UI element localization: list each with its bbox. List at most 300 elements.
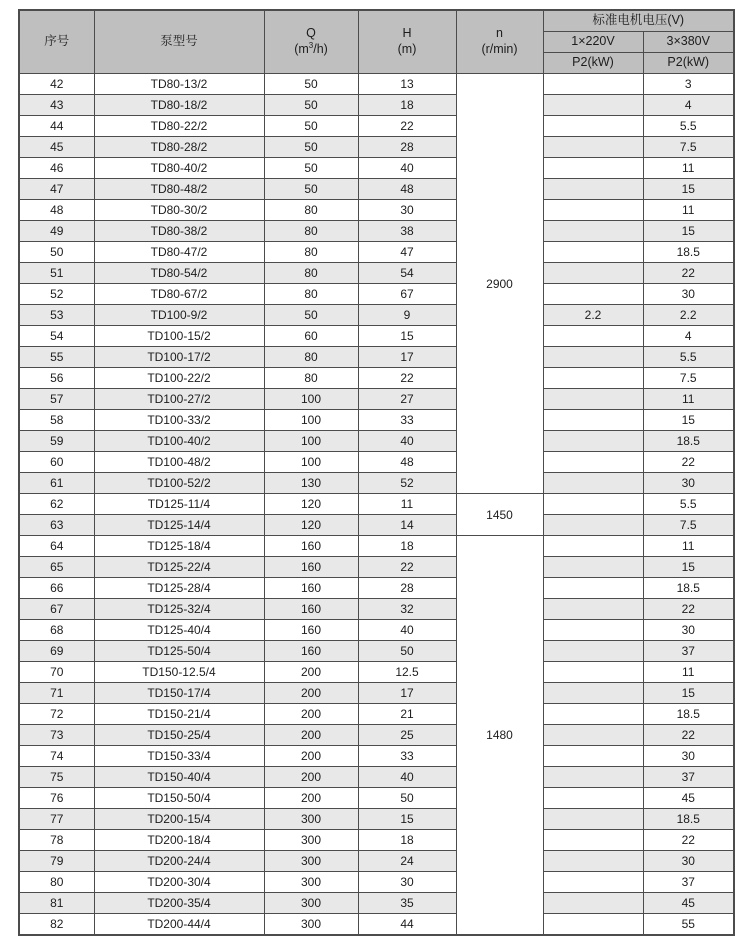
- cell-p2-380: 45: [643, 788, 734, 809]
- cell-serial: 58: [19, 410, 94, 431]
- cell-serial: 42: [19, 74, 94, 95]
- cell-model: TD150-50/4: [94, 788, 264, 809]
- cell-serial: 76: [19, 788, 94, 809]
- cell-flow: 160: [264, 620, 358, 641]
- cell-head: 48: [358, 452, 456, 473]
- cell-serial: 75: [19, 767, 94, 788]
- table-row: [19, 557, 734, 578]
- cell-flow: 120: [264, 494, 358, 515]
- table-row: [19, 599, 734, 620]
- cell-p2-380: 22: [643, 599, 734, 620]
- cell-p2-380: 22: [643, 725, 734, 746]
- cell-head: 25: [358, 725, 456, 746]
- cell-p2-380: 15: [643, 557, 734, 578]
- cell-head: 44: [358, 914, 456, 936]
- header-head-unit: (m): [397, 42, 417, 56]
- cell-serial: 55: [19, 347, 94, 368]
- cell-p2-220: [543, 179, 643, 200]
- cell-serial: 65: [19, 557, 94, 578]
- cell-head: 40: [358, 620, 456, 641]
- table-row: [19, 431, 734, 452]
- cell-p2-380: 15: [643, 410, 734, 431]
- table-row: [19, 704, 734, 725]
- cell-model: TD100-48/2: [94, 452, 264, 473]
- cell-flow: 50: [264, 116, 358, 137]
- cell-p2-380: 11: [643, 662, 734, 683]
- cell-head: 12.5: [358, 662, 456, 683]
- cell-p2-380: 5.5: [643, 347, 734, 368]
- cell-p2-380: 22: [643, 263, 734, 284]
- cell-model: TD125-22/4: [94, 557, 264, 578]
- table-row: [19, 410, 734, 431]
- cell-flow: 80: [264, 284, 358, 305]
- cell-head: 17: [358, 347, 456, 368]
- cell-flow: 130: [264, 473, 358, 494]
- cell-head: 47: [358, 242, 456, 263]
- cell-flow: 50: [264, 137, 358, 158]
- table-row: [19, 137, 734, 158]
- cell-serial: 70: [19, 662, 94, 683]
- cell-p2-220: [543, 683, 643, 704]
- cell-serial: 68: [19, 620, 94, 641]
- cell-flow: 80: [264, 221, 358, 242]
- cell-flow: 100: [264, 410, 358, 431]
- cell-p2-220: [543, 746, 643, 767]
- cell-p2-220: [543, 830, 643, 851]
- header-p2-220: P2(kW): [543, 53, 643, 74]
- cell-flow: 50: [264, 74, 358, 95]
- table-row: [19, 74, 734, 95]
- cell-p2-380: 7.5: [643, 368, 734, 389]
- cell-speed: 1480: [456, 536, 543, 936]
- cell-head: 52: [358, 473, 456, 494]
- header-serial: 序号: [19, 10, 94, 74]
- cell-p2-380: 2.2: [643, 305, 734, 326]
- header-row-1: [19, 10, 734, 32]
- cell-head: 54: [358, 263, 456, 284]
- header-head: [358, 10, 456, 74]
- cell-head: 11: [358, 494, 456, 515]
- cell-model: TD80-47/2: [94, 242, 264, 263]
- cell-p2-220: [543, 893, 643, 914]
- cell-p2-380: 7.5: [643, 137, 734, 158]
- cell-serial: 45: [19, 137, 94, 158]
- cell-p2-220: [543, 620, 643, 641]
- cell-p2-220: [543, 788, 643, 809]
- cell-p2-380: 11: [643, 536, 734, 557]
- cell-head: 17: [358, 683, 456, 704]
- cell-p2-380: 45: [643, 893, 734, 914]
- cell-serial: 73: [19, 725, 94, 746]
- cell-model: TD125-18/4: [94, 536, 264, 557]
- table-row: [19, 893, 734, 914]
- cell-p2-380: 18.5: [643, 578, 734, 599]
- cell-flow: 300: [264, 872, 358, 893]
- cell-flow: 50: [264, 158, 358, 179]
- cell-flow: 160: [264, 641, 358, 662]
- cell-flow: 100: [264, 452, 358, 473]
- cell-flow: 200: [264, 746, 358, 767]
- cell-p2-220: [543, 410, 643, 431]
- cell-p2-220: [543, 347, 643, 368]
- table-row: [19, 788, 734, 809]
- cell-p2-380: 3: [643, 74, 734, 95]
- cell-p2-220: [543, 851, 643, 872]
- cell-serial: 62: [19, 494, 94, 515]
- cell-model: TD125-28/4: [94, 578, 264, 599]
- cell-serial: 63: [19, 515, 94, 536]
- cell-p2-220: [543, 767, 643, 788]
- cell-flow: 160: [264, 578, 358, 599]
- cell-model: TD80-40/2: [94, 158, 264, 179]
- cell-p2-380: 30: [643, 620, 734, 641]
- cell-model: TD100-27/2: [94, 389, 264, 410]
- table-row: [19, 536, 734, 557]
- table-row: [19, 872, 734, 893]
- cell-p2-380: 5.5: [643, 116, 734, 137]
- cell-p2-380: 4: [643, 95, 734, 116]
- cell-head: 32: [358, 599, 456, 620]
- header-voltage-group: 标准电机电压(V): [543, 10, 734, 32]
- cell-serial: 52: [19, 284, 94, 305]
- cell-serial: 80: [19, 872, 94, 893]
- cell-flow: 80: [264, 263, 358, 284]
- cell-p2-220: [543, 95, 643, 116]
- cell-head: 13: [358, 74, 456, 95]
- cell-p2-220: [543, 662, 643, 683]
- pump-spec-table-container: [18, 9, 735, 936]
- cell-head: 48: [358, 179, 456, 200]
- cell-model: TD125-40/4: [94, 620, 264, 641]
- cell-head: 35: [358, 893, 456, 914]
- cell-flow: 200: [264, 704, 358, 725]
- cell-p2-380: 37: [643, 767, 734, 788]
- table-row: [19, 746, 734, 767]
- cell-p2-220: [543, 242, 643, 263]
- cell-head: 22: [358, 557, 456, 578]
- cell-model: TD150-17/4: [94, 683, 264, 704]
- cell-flow: 50: [264, 95, 358, 116]
- cell-flow: 200: [264, 767, 358, 788]
- table-row: [19, 368, 734, 389]
- table-row: [19, 347, 734, 368]
- cell-flow: 200: [264, 662, 358, 683]
- cell-serial: 81: [19, 893, 94, 914]
- table-row: [19, 683, 734, 704]
- cell-p2-220: [543, 725, 643, 746]
- cell-p2-380: 15: [643, 221, 734, 242]
- table-row: [19, 851, 734, 872]
- cell-model: TD100-17/2: [94, 347, 264, 368]
- cell-model: TD125-11/4: [94, 494, 264, 515]
- cell-serial: 71: [19, 683, 94, 704]
- cell-flow: 100: [264, 431, 358, 452]
- cell-p2-380: 55: [643, 914, 734, 936]
- cell-model: TD125-32/4: [94, 599, 264, 620]
- cell-flow: 200: [264, 788, 358, 809]
- table-row: [19, 116, 734, 137]
- cell-model: TD150-21/4: [94, 704, 264, 725]
- cell-p2-220: [543, 116, 643, 137]
- table-row: [19, 830, 734, 851]
- pump-spec-table: [18, 9, 735, 936]
- cell-p2-380: 30: [643, 746, 734, 767]
- cell-serial: 48: [19, 200, 94, 221]
- cell-head: 18: [358, 536, 456, 557]
- cell-model: TD80-54/2: [94, 263, 264, 284]
- cell-p2-220: [543, 641, 643, 662]
- cell-p2-380: 7.5: [643, 515, 734, 536]
- cell-head: 21: [358, 704, 456, 725]
- cell-flow: 300: [264, 851, 358, 872]
- cell-serial: 51: [19, 263, 94, 284]
- cell-p2-220: [543, 368, 643, 389]
- table-row: [19, 95, 734, 116]
- cell-flow: 100: [264, 389, 358, 410]
- cell-p2-220: [543, 263, 643, 284]
- header-speed-unit: (r/min): [481, 42, 518, 56]
- table-body: [19, 74, 734, 936]
- cell-model: TD150-12.5/4: [94, 662, 264, 683]
- cell-flow: 300: [264, 830, 358, 851]
- table-row: [19, 914, 734, 936]
- cell-p2-220: [543, 158, 643, 179]
- cell-p2-220: [543, 515, 643, 536]
- cell-model: TD125-50/4: [94, 641, 264, 662]
- cell-head: 22: [358, 368, 456, 389]
- cell-serial: 47: [19, 179, 94, 200]
- cell-p2-380: 15: [643, 179, 734, 200]
- table-row: [19, 221, 734, 242]
- cell-serial: 66: [19, 578, 94, 599]
- header-flow-unit: $(m^3/h)$: [294, 40, 328, 56]
- table-row: [19, 494, 734, 515]
- cell-flow: 200: [264, 725, 358, 746]
- cell-p2-220: [543, 704, 643, 725]
- cell-p2-380: 5.5: [643, 494, 734, 515]
- cell-serial: 61: [19, 473, 94, 494]
- cell-head: 15: [358, 809, 456, 830]
- table-row: [19, 179, 734, 200]
- cell-model: TD100-22/2: [94, 368, 264, 389]
- cell-speed: 2900: [456, 74, 543, 494]
- table-row: [19, 326, 734, 347]
- cell-p2-220: 2.2: [543, 305, 643, 326]
- table-row: [19, 809, 734, 830]
- cell-p2-380: 11: [643, 200, 734, 221]
- cell-p2-220: [543, 494, 643, 515]
- cell-model: TD200-35/4: [94, 893, 264, 914]
- cell-flow: 300: [264, 893, 358, 914]
- cell-p2-380: 22: [643, 452, 734, 473]
- cell-flow: 160: [264, 536, 358, 557]
- table-row: [19, 473, 734, 494]
- table-row: [19, 263, 734, 284]
- cell-model: TD100-40/2: [94, 431, 264, 452]
- cell-model: TD100-33/2: [94, 410, 264, 431]
- cell-p2-380: 11: [643, 158, 734, 179]
- cell-serial: 53: [19, 305, 94, 326]
- table-header: [19, 10, 734, 74]
- cell-speed: 1450: [456, 494, 543, 536]
- table-row: [19, 158, 734, 179]
- cell-p2-380: 37: [643, 872, 734, 893]
- cell-head: 33: [358, 746, 456, 767]
- cell-serial: 50: [19, 242, 94, 263]
- header-voltage-380: 3×380V: [643, 32, 734, 53]
- cell-serial: 60: [19, 452, 94, 473]
- table-row: [19, 662, 734, 683]
- cell-head: 33: [358, 410, 456, 431]
- cell-p2-220: [543, 578, 643, 599]
- cell-serial: 67: [19, 599, 94, 620]
- cell-p2-380: 18.5: [643, 809, 734, 830]
- cell-serial: 72: [19, 704, 94, 725]
- table-row: [19, 578, 734, 599]
- cell-model: TD125-14/4: [94, 515, 264, 536]
- cell-flow: 300: [264, 914, 358, 936]
- cell-flow: 300: [264, 809, 358, 830]
- cell-serial: 74: [19, 746, 94, 767]
- cell-head: 38: [358, 221, 456, 242]
- cell-head: 14: [358, 515, 456, 536]
- cell-model: TD80-67/2: [94, 284, 264, 305]
- cell-p2-220: [543, 74, 643, 95]
- cell-serial: 57: [19, 389, 94, 410]
- cell-p2-220: [543, 452, 643, 473]
- cell-head: 40: [358, 431, 456, 452]
- cell-p2-380: 30: [643, 473, 734, 494]
- table-row: [19, 515, 734, 536]
- cell-head: 18: [358, 830, 456, 851]
- cell-model: TD200-18/4: [94, 830, 264, 851]
- header-head-symbol: H: [402, 26, 412, 41]
- cell-p2-220: [543, 872, 643, 893]
- cell-serial: 43: [19, 95, 94, 116]
- cell-p2-220: [543, 326, 643, 347]
- cell-flow: 200: [264, 683, 358, 704]
- cell-head: 24: [358, 851, 456, 872]
- cell-head: 28: [358, 578, 456, 599]
- cell-model: TD80-48/2: [94, 179, 264, 200]
- header-voltage-220: 1×220V: [543, 32, 643, 53]
- cell-head: 40: [358, 158, 456, 179]
- cell-p2-220: [543, 809, 643, 830]
- cell-serial: 49: [19, 221, 94, 242]
- cell-p2-220: [543, 557, 643, 578]
- cell-head: 67: [358, 284, 456, 305]
- cell-model: TD150-25/4: [94, 725, 264, 746]
- cell-p2-220: [543, 599, 643, 620]
- cell-p2-380: 15: [643, 683, 734, 704]
- cell-model: TD80-13/2: [94, 74, 264, 95]
- cell-head: 28: [358, 137, 456, 158]
- table-row: [19, 284, 734, 305]
- cell-serial: 46: [19, 158, 94, 179]
- cell-head: 9: [358, 305, 456, 326]
- cell-model: TD80-30/2: [94, 200, 264, 221]
- cell-head: 22: [358, 116, 456, 137]
- cell-p2-380: 11: [643, 389, 734, 410]
- header-flow-symbol: Q: [306, 26, 316, 41]
- cell-flow: 80: [264, 200, 358, 221]
- cell-p2-220: [543, 431, 643, 452]
- cell-model: TD80-22/2: [94, 116, 264, 137]
- header-speed: [456, 10, 543, 74]
- cell-serial: 59: [19, 431, 94, 452]
- table-row: [19, 641, 734, 662]
- cell-p2-220: [543, 137, 643, 158]
- cell-model: TD200-24/4: [94, 851, 264, 872]
- cell-head: 27: [358, 389, 456, 410]
- cell-head: 18: [358, 95, 456, 116]
- header-model: 泵型号: [94, 10, 264, 74]
- cell-head: 50: [358, 641, 456, 662]
- cell-p2-380: 4: [643, 326, 734, 347]
- cell-p2-380: 30: [643, 284, 734, 305]
- cell-head: 30: [358, 200, 456, 221]
- cell-serial: 64: [19, 536, 94, 557]
- header-flow: [264, 10, 358, 74]
- table-row: [19, 767, 734, 788]
- cell-model: TD200-15/4: [94, 809, 264, 830]
- cell-model: TD150-33/4: [94, 746, 264, 767]
- cell-flow: 60: [264, 326, 358, 347]
- cell-serial: 77: [19, 809, 94, 830]
- header-p2-380: P2(kW): [643, 53, 734, 74]
- cell-head: 30: [358, 872, 456, 893]
- cell-p2-380: 37: [643, 641, 734, 662]
- table-row: [19, 725, 734, 746]
- cell-model: TD80-28/2: [94, 137, 264, 158]
- header-speed-symbol: n: [496, 26, 503, 41]
- cell-p2-220: [543, 200, 643, 221]
- cell-serial: 69: [19, 641, 94, 662]
- cell-p2-380: 18.5: [643, 242, 734, 263]
- table-row: [19, 452, 734, 473]
- cell-model: TD100-9/2: [94, 305, 264, 326]
- cell-head: 40: [358, 767, 456, 788]
- table-row: [19, 389, 734, 410]
- cell-p2-220: [543, 473, 643, 494]
- cell-model: TD100-52/2: [94, 473, 264, 494]
- cell-p2-380: 22: [643, 830, 734, 851]
- cell-p2-220: [543, 284, 643, 305]
- cell-serial: 44: [19, 116, 94, 137]
- cell-serial: 79: [19, 851, 94, 872]
- cell-serial: 78: [19, 830, 94, 851]
- table-row: [19, 242, 734, 263]
- cell-model: TD100-15/2: [94, 326, 264, 347]
- cell-serial: 82: [19, 914, 94, 936]
- cell-p2-380: 30: [643, 851, 734, 872]
- cell-flow: 160: [264, 557, 358, 578]
- cell-flow: 80: [264, 347, 358, 368]
- cell-model: TD200-30/4: [94, 872, 264, 893]
- cell-model: TD80-38/2: [94, 221, 264, 242]
- cell-flow: 80: [264, 242, 358, 263]
- cell-flow: 80: [264, 368, 358, 389]
- cell-serial: 54: [19, 326, 94, 347]
- table-row: [19, 620, 734, 641]
- cell-serial: 56: [19, 368, 94, 389]
- cell-p2-220: [543, 389, 643, 410]
- cell-p2-220: [543, 536, 643, 557]
- cell-model: TD80-18/2: [94, 95, 264, 116]
- cell-p2-380: 18.5: [643, 431, 734, 452]
- cell-flow: 160: [264, 599, 358, 620]
- cell-head: 15: [358, 326, 456, 347]
